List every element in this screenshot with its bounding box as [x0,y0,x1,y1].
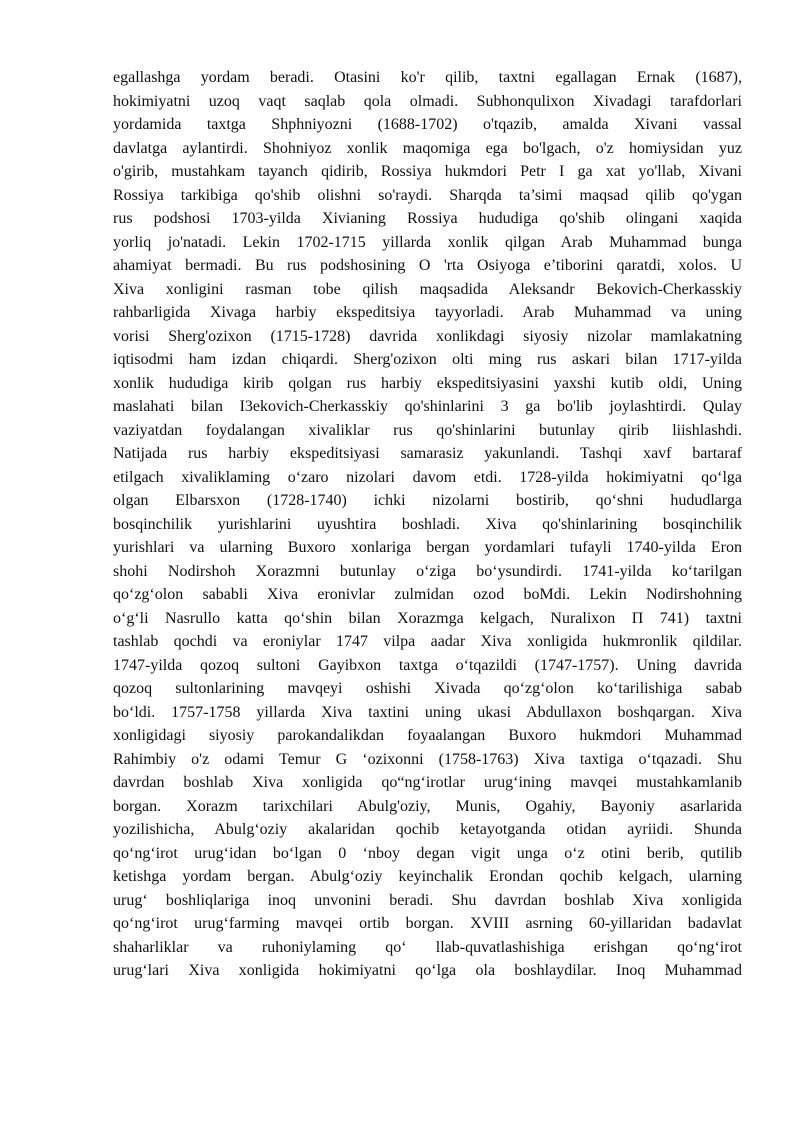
text-line: qo‘zg‘olon sababli Xiva eronivlar zulmidan ozod boMdi. Lekin Nodirshohning [113,586,742,603]
text-line: vaziyatdan foydalangan xivaliklar rus qo'shinlarini butunlay qirib liishlashdi. [113,421,742,439]
text-line: hokimiyatni uzoq vaqt saqlab qola olmadi. Subhonqulixon Xivadagi tarafdorlari [113,92,742,110]
text-line: rus podshosi 1703-yilda Xivianing Rossiya hududiga qo'shib olingani xaqida [113,210,742,227]
text-line: urug‘lari Xiva xonligida hokimiyatni qo‘lga ola boshlaydilar. Inoq Muhammad [113,962,742,979]
text-line: 1747-yilda qozoq sultoni Gayibxon taxtga o‘tqazildi (1747-1757). Uning davrida [113,656,742,674]
text-line: Natijada rus harbiy ekspeditsiyasi samarasiz yakunlandi. Tashqi xavf bartaraf [113,445,742,462]
text-line: bo‘ldi. 1757-1758 yillarda Xiva taxtini uning ukasi Abdullaxon boshqargan. Xiva [113,703,742,721]
text-line: yordamida taxtga Shphniyozni (1688-1702) o'tqazib, amalda Xivani vassal [113,116,742,133]
text-line: olgan Elbarsxon (1728-1740) ichki nizolarni bostirib, qo‘shni hududlarga [113,492,742,509]
text-line: rahbarligida Xivaga harbiy ekspeditsiya tayyorladi. Arab Muhammad va uning [113,304,742,321]
text-line: maslahati bilan I3ekovich-Cherkasskiy qo'shinlarini 3 ga bo'lib joylashtirdi. Qulay [113,398,742,415]
text-line: ahamiyat bermadi. Bu rus podshosining O 'rta Osiyoga e’tiborini qaratdi, xolos. U [113,257,742,274]
text-line: yorliq jo'natadi. Lekin 1702-1715 yillarda xonlik qilgan Arab Muhammad bunga [113,233,742,251]
text-line: vorisi Sherg'ozixon (1715-1728) davrida xonlikdagi siyosiy nizolar mamlakatning [113,327,742,345]
text-line: xonligidagi siyosiy parokandalikdan foyaalangan Buxoro hukmdori Muhammad [113,727,742,744]
text-line: davrdan boshlab Xiva xonligida qo“ng‘irotlar urug‘ining mavqei mustahkamlanib [113,774,742,791]
document-page [113,66,742,983]
text-line: yurishlari va ularning Buxoro xonlariga bergan yordamlari tufayli 1740-yilda Eron [113,539,742,556]
text-line: Rahimbiy o'z odami Temur G ‘ozixonni (1758-1763) Xiva taxtiga o‘tqazadi. Shu [113,750,742,768]
text-line: davlatga aylantirdi. Shohniyoz xonlik maqomiga ega bo'lgach, o'z homiysidan yuz [113,139,742,157]
text-line: o‘g‘li Nasrullo katta qo‘shin bilan Xorazmga kelgach, Nuralixon Π 741) taxtni [113,609,742,627]
text-line: qo‘ng‘irot urug‘farming mavqei ortib borgan. XVIII asrning 60-yillaridan badavlat [113,915,742,932]
text-line: Xiva xonligini rasman tobe qilish maqsadida Aleksandr Bekovich-Cherkasskiy [113,280,742,298]
text-line: etilgach xivaliklaming o‘zaro nizolari davom etdi. 1728-yilda hokimiyatni qo‘lga [113,468,742,486]
text-line: bosqinchilik yurishlarini uyushtira boshladi. Xiva qo'shinlarining bosqinchilik [113,515,742,533]
text-line: yozilishicha, Abulg‘oziy akalaridan qochib ketayotganda otidan ayriidi. Shunda [113,821,742,838]
text-line: ketishga yordam bergan. Abulg‘oziy keyinchalik Erondan qochib kelgach, ularning [113,868,742,885]
text-line: shaharliklar va ruhoniylaming qo‘ llab-quvatlashishiga erishgan qo‘ng‘irot [113,938,742,956]
text-line: urug‘ boshliqlariga inoq unvonini beradi. Shu davrdan boshlab Xiva xonligida [113,891,742,909]
text-line: qo‘ng‘irot urug‘idan bo‘lgan 0 ‘nboy degan vigit unga o‘z otini berib, qutilib [113,844,742,862]
text-line: qozoq sultonlarining mavqeyi oshishi Xivada qo‘zg‘olon ko‘tarilishiga sabab [113,680,742,697]
text-line: iqtisodmi ham izdan chiqardi. Sherg'ozixon olti ming rus askari bilan 1717-yilda [113,351,742,368]
text-line: tashlab qochdi va eroniylar 1747 vilpa aadar Xiva xonligida hukmronlik qildilar. [113,633,742,650]
text-line: o'girib, mustahkam tayanch qidirib, Rossiya hukmdori Petr I ga xat yo'llab, Xivani [113,163,742,180]
text-line: egallashga yordam beradi. Otasini ko'r qilib, taxtni egallagan Ernak (1687), [113,69,742,86]
text-line: Rossiya tarkibiga qo'shib olishni so'raydi. Sharqda ta’simi maqsad qilib qo'ygan [113,186,742,204]
text-line: shohi Nodirshoh Xorazmni butunlay o‘ziga bo‘ysundirdi. 1741-yilda ko‘tarilgan [113,562,742,580]
text-line: borgan. Xorazm tarixchilari Abulg'oziy, Munis, Ogahiy, Bayoniy asarlarida [113,797,742,815]
text-line: xonlik hududiga kirib qolgan rus harbiy ekspeditsiyasini yaxshi kutib oldi, Uning [113,374,742,392]
